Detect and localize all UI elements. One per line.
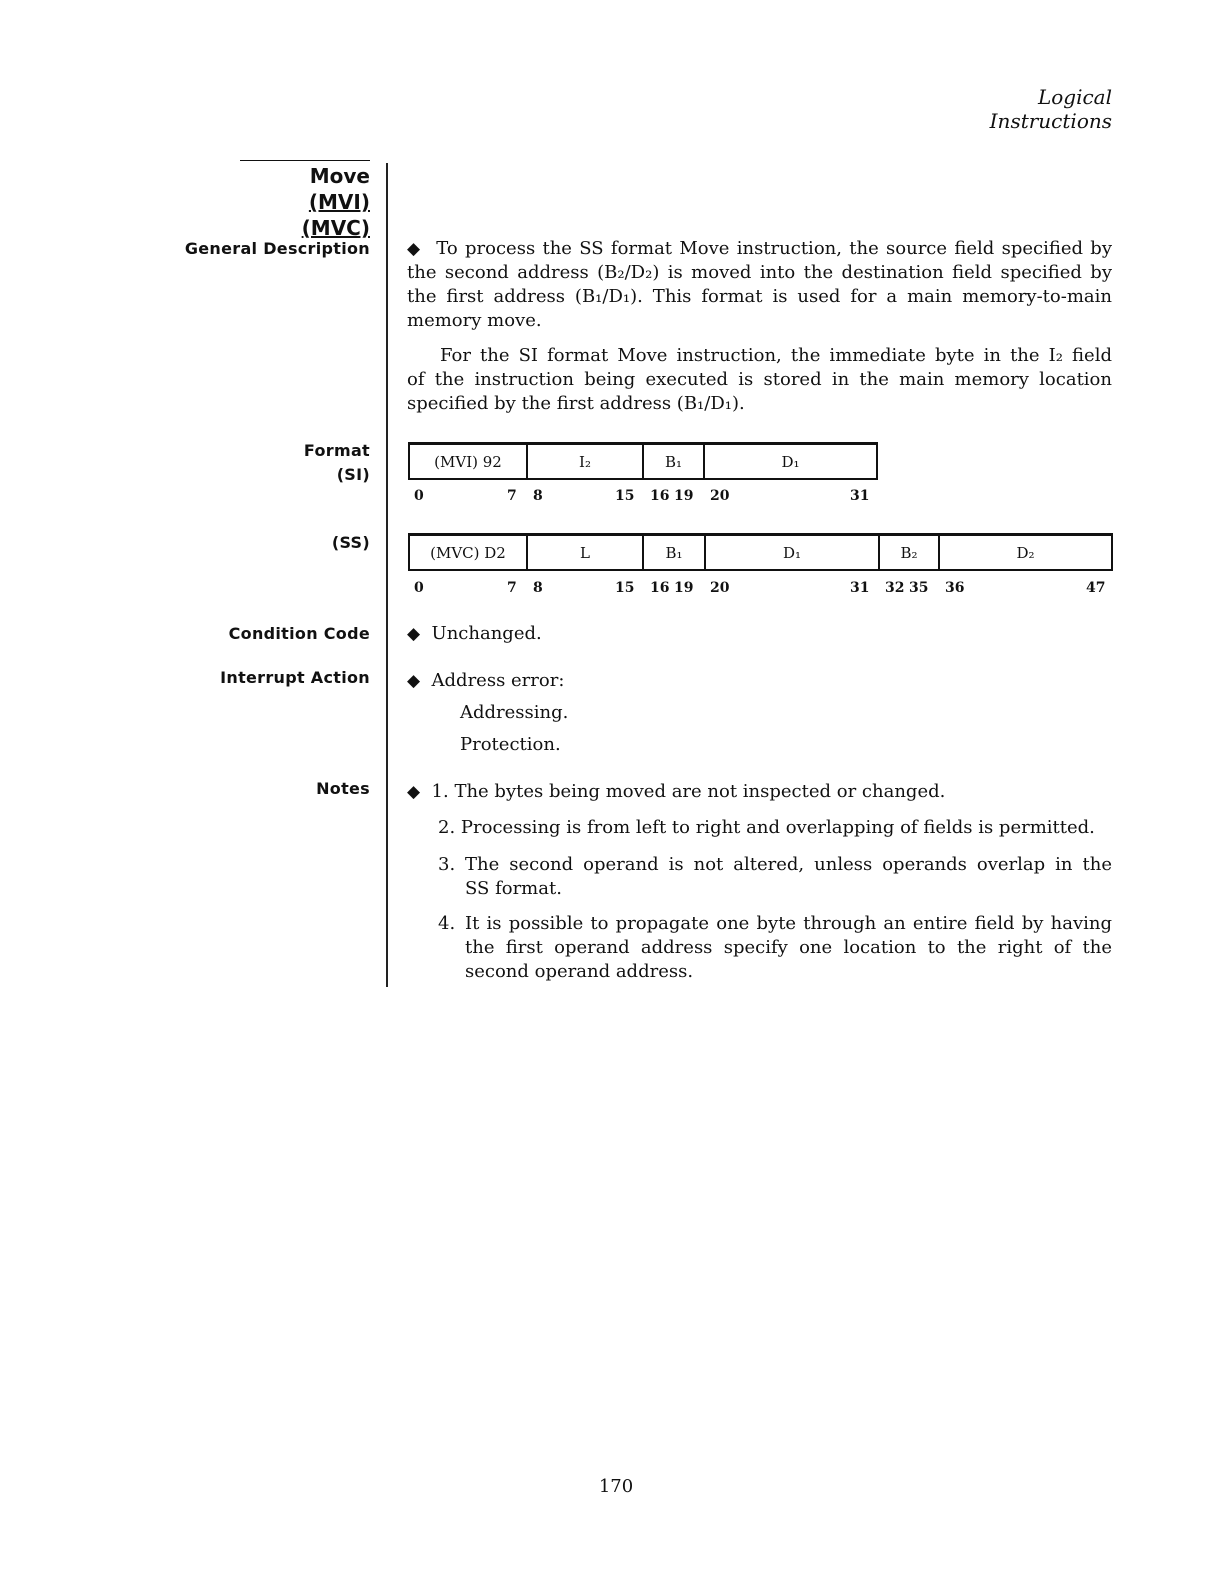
ss-field-d2: D₂: [1016, 543, 1035, 562]
bit-label: 47: [1086, 580, 1106, 596]
general-line: specified by the first address (B₁/D₁).: [407, 393, 745, 414]
bullet-diamond-icon: ◆: [407, 782, 421, 802]
bit-label: 16: [650, 580, 670, 596]
note-item: [407, 780, 1112, 804]
note-number: 4.: [438, 913, 456, 934]
text: Address error:: [431, 670, 565, 691]
si-bit-positions: [0, 488, 1224, 506]
ss-bit-positions: [0, 580, 1224, 598]
general-line: of the instruction being executed is stored in the main memory location: [407, 369, 1112, 390]
text: Unchanged.: [431, 623, 542, 644]
running-header: [990, 85, 1112, 133]
label-general-description: General Description: [184, 239, 370, 258]
label-ss: (SS): [331, 533, 370, 552]
ss-field-l: L: [528, 536, 644, 569]
bit-label: 31: [850, 580, 870, 596]
page-number: 170: [598, 1476, 634, 1497]
label-condition-code: Condition Code: [228, 624, 370, 643]
note-line: SS format.: [465, 878, 562, 899]
title-line-2: (MVI) (MVC): [301, 190, 370, 240]
interrupt-item: Protection.: [460, 734, 561, 755]
bullet-diamond-icon: ◆: [407, 624, 421, 644]
label-notes: Notes: [316, 779, 370, 798]
ss-field-opcode: (MVC) D2: [410, 536, 528, 569]
bit-label: 8: [533, 488, 543, 504]
si-format-diagram: [408, 442, 878, 480]
general-line: For the SI format Move instruction, the immediate byte in the I₂ field: [440, 345, 1112, 366]
note-line: It is possible to propagate one byte through an entire field by having: [465, 913, 1112, 934]
bit-label: 7: [507, 488, 517, 504]
condition-code-text: [407, 622, 1112, 646]
note-item: [438, 816, 1112, 840]
margin-rule: [386, 163, 388, 987]
ss-field-b1: B₁: [644, 536, 706, 569]
general-line: the first address (B₁/D₁). This format is used for a main memory-to-main: [407, 286, 1112, 307]
text: The bytes being moved are not inspected or changed.: [454, 781, 946, 802]
bit-label: 31: [850, 488, 870, 504]
bit-label: 7: [507, 580, 517, 596]
header-line-1: Logical: [1037, 85, 1112, 109]
ss-field-b2: B₂: [880, 536, 940, 569]
ss-field-d1: D₁: [706, 536, 880, 569]
si-field-opcode: (MVI) 92: [410, 445, 528, 478]
note-line: the first operand address specify one location to the right of the: [465, 937, 1112, 958]
si-field-b1: B₁: [644, 445, 705, 478]
si-field-d1: D₁: [781, 452, 800, 471]
bit-label: 19: [674, 488, 694, 504]
header-line-2: Instructions: [989, 109, 1112, 133]
bullet-diamond-icon: ◆: [407, 671, 421, 691]
bit-label: 15: [615, 488, 635, 504]
text: To process the SS format Move instruction, the source field specified by: [436, 238, 1113, 259]
bit-label: 16: [650, 488, 670, 504]
si-field-i2: I₂: [528, 445, 644, 478]
bit-label: 36: [945, 580, 965, 596]
bit-label: 0: [414, 580, 424, 596]
bit-label: 32: [885, 580, 905, 596]
bit-label: 0: [414, 488, 424, 504]
section-title: [240, 160, 370, 241]
label-interrupt-action: Interrupt Action: [220, 668, 370, 687]
general-line: memory move.: [407, 310, 542, 331]
interrupt-head: [407, 669, 1112, 693]
general-line: the second address (B₂/D₂) is moved into the destination field specified by: [407, 262, 1112, 283]
note-number: 2.: [438, 817, 456, 838]
text: Processing is from left to right and overlapping of fields is permitted.: [460, 817, 1095, 838]
label-si: (SI): [336, 465, 370, 484]
bit-label: 20: [710, 580, 730, 596]
note-line: second operand address.: [465, 961, 694, 982]
note-number: 3.: [438, 854, 456, 875]
title-line-1: Move: [309, 164, 370, 188]
bit-label: 19: [674, 580, 694, 596]
bit-label: 20: [710, 488, 730, 504]
label-format: Format: [303, 441, 370, 460]
general-line: [407, 237, 1112, 261]
bit-label: 15: [615, 580, 635, 596]
ss-format-diagram: [408, 533, 1113, 571]
bullet-diamond-icon: ◆: [407, 239, 422, 259]
bit-label: 8: [533, 580, 543, 596]
bit-label: 35: [909, 580, 929, 596]
note-line: The second operand is not altered, unless operands overlap in the: [465, 854, 1112, 875]
interrupt-item: Addressing.: [460, 702, 569, 723]
note-number: 1.: [431, 781, 449, 802]
